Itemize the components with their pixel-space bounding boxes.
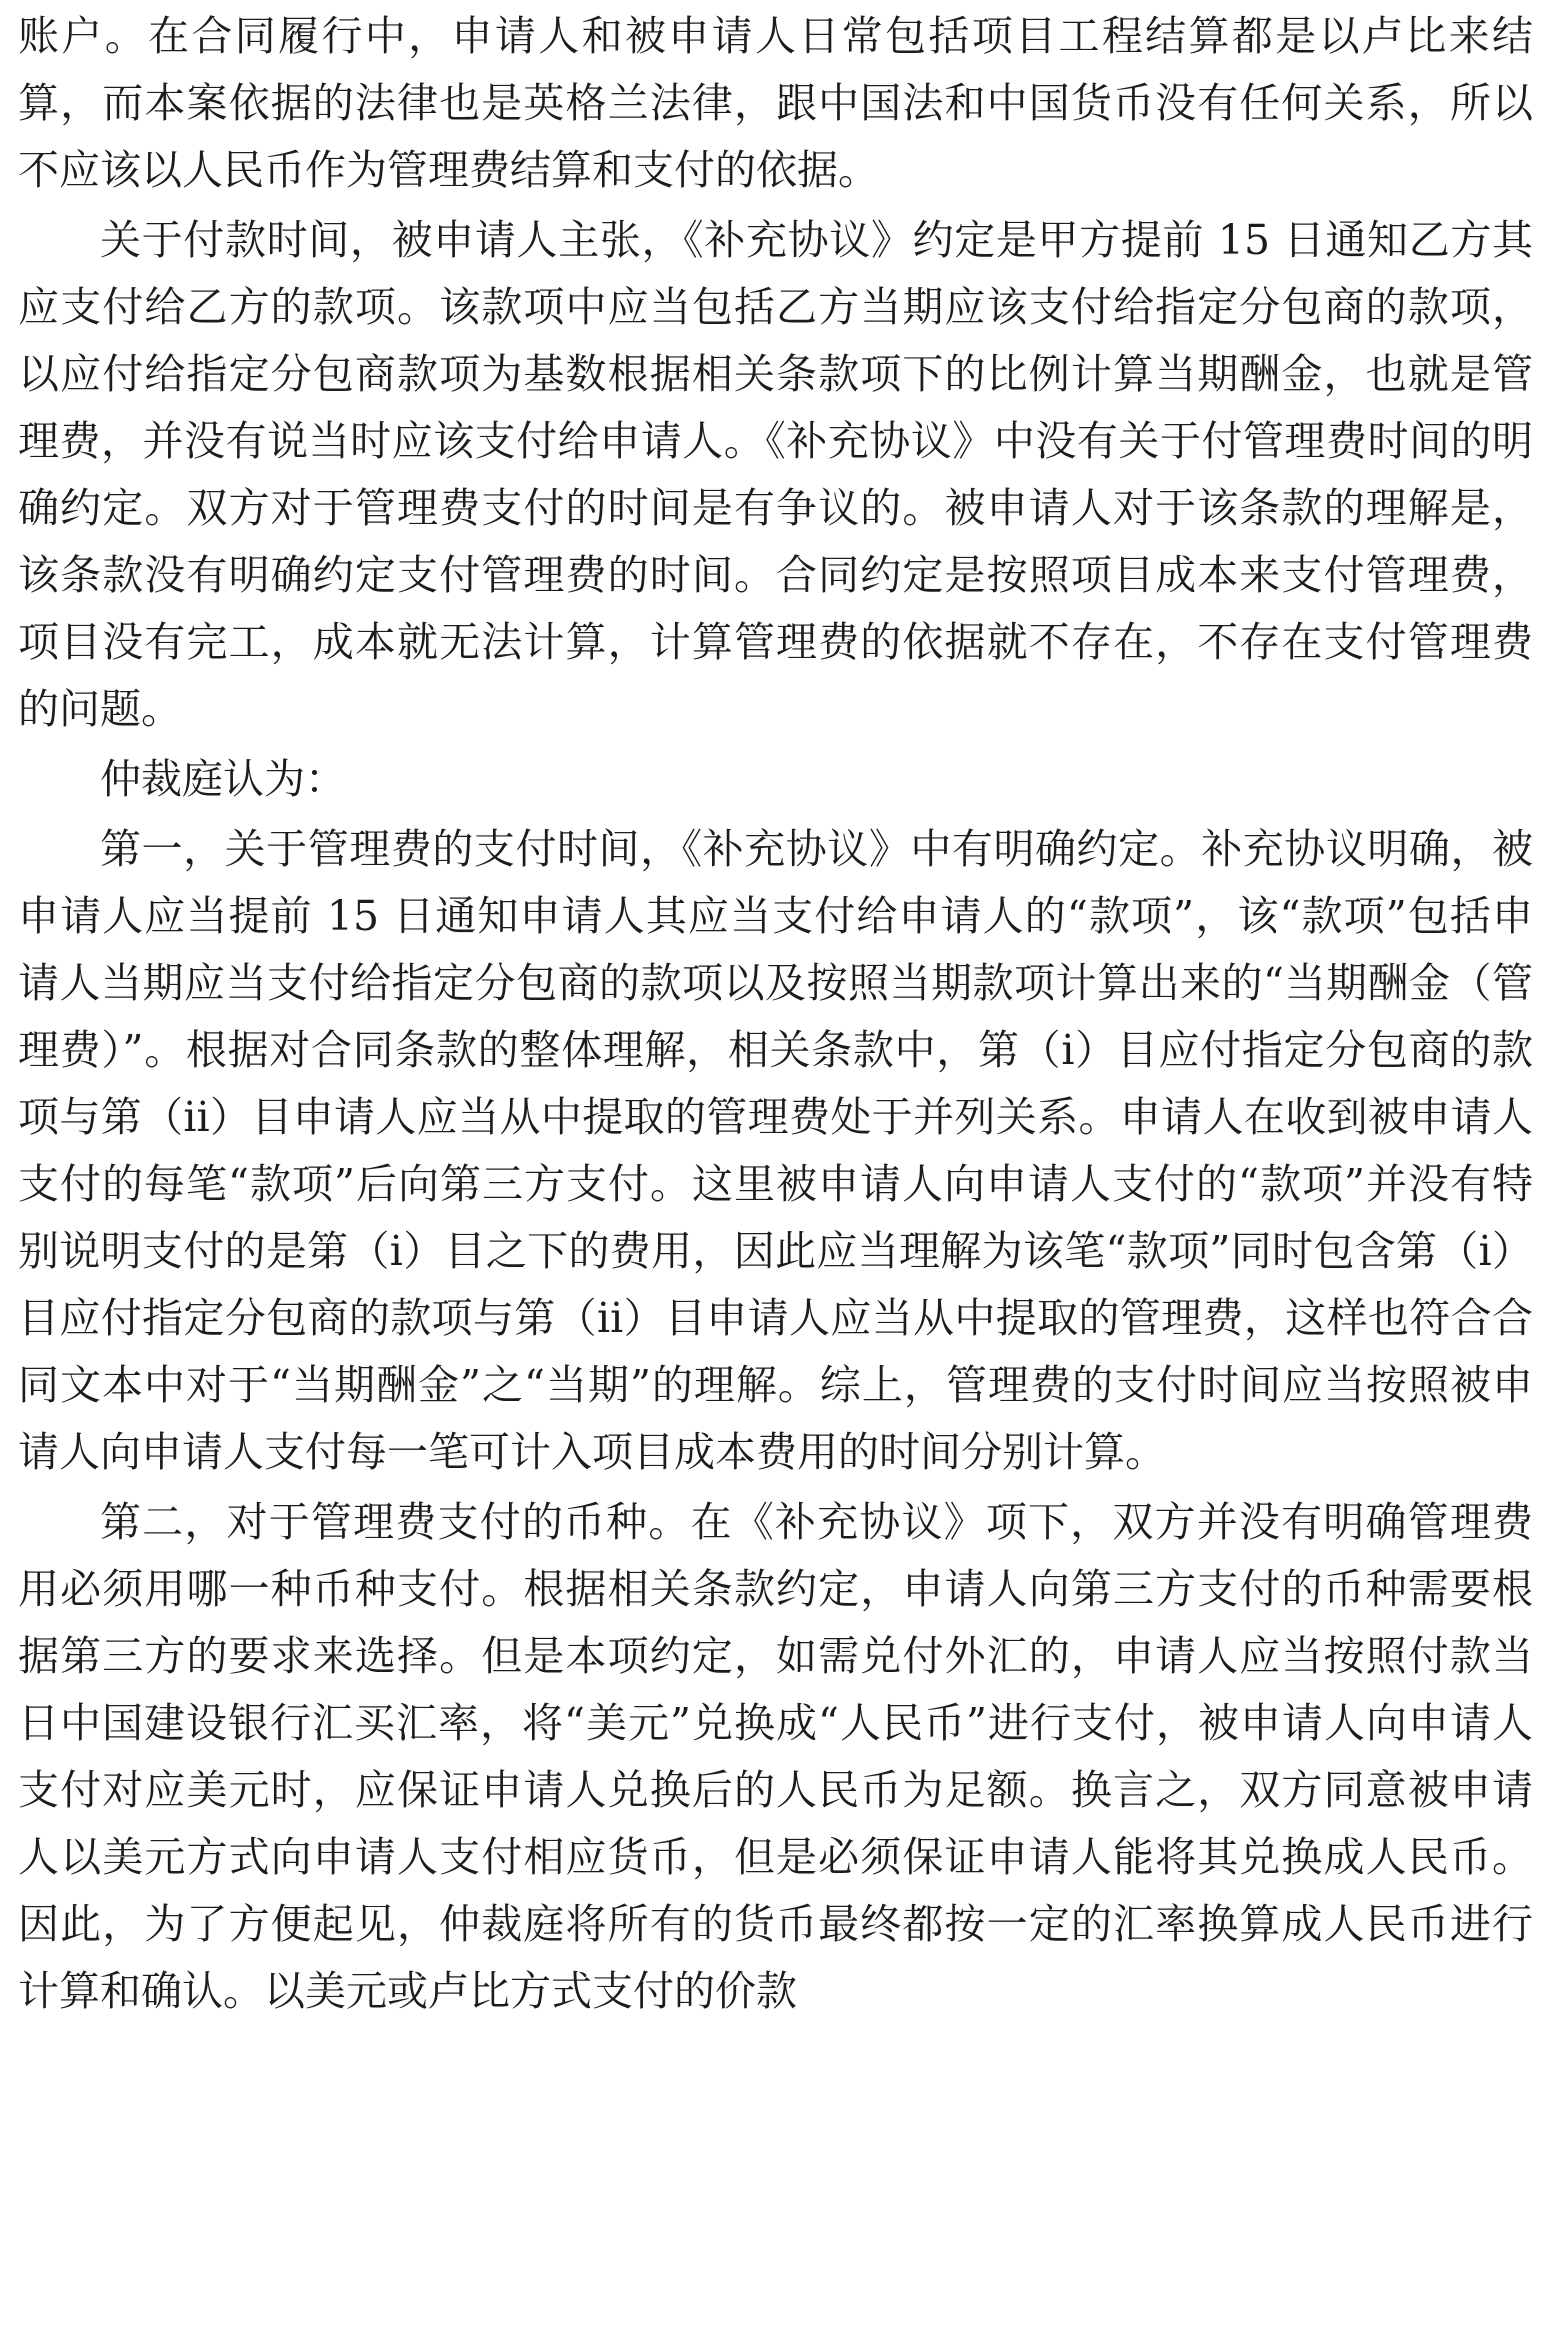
document-page: [18, 0, 1533, 2334]
paragraph-3: 仲裁庭认为：: [100, 755, 346, 803]
paragraph-1: 账户。在合同履行中，申请人和被申请人日常包括项目工程结算都是以卢比来结算，而本案依据的法律也是英格兰法律，跟中国法和中国货币没有任何关系，所以不应该以人民币作为管理费结算和支付的依据。: [18, 12, 1533, 194]
paragraph-2: 关于付款时间，被申请人主张，《补充协议》约定是甲方提前 15 日通知乙方其应支付给乙方的款项。该款项中应当包括乙方当期应该支付给指定分包商的款项，以应付给指定分包商款项为基数根据相关条款项下的比例计算当期酬金，也就是管理费，并没有说当时应该支付给申请人。《补充协议》中没有关于付管理费时间的明确约定。双方对于管理费支付的时间是有争议的。被申请人对于该条款的理解是，该条款没有明确约定支付管理费的时间。合同约定是按照项目成本来支付管理费，项目没有完工，成本就无法计算，计算管理费的依据就不存在，不存在支付管理费的问题。: [18, 216, 1533, 733]
paragraph-4: 第一，关于管理费的支付时间，《补充协议》中有明确约定。补充协议明确，被申请人应当提前 15 日通知申请人其应当支付给申请人的“款项”，该“款项”包括申请人当期应当支付给指定分包商的款项以及按照当期款项计算出来的“当期酬金（管理费）”。根据对合同条款的整体理解，相关条款中，第（i）目应付指定分包商的款项与第（ii）目申请人应当从中提取的管理费处于并列关系。申请人在收到被申请人支付的每笔“款项”后向第三方支付。这里被申请人向申请人支付的“款项”并没有特别说明支付的是第（i）目之下的费用，因此应当理解为该笔“款项”同时包含第（i）目应付指定分包商的款项与第（ii）目申请人应当从中提取的管理费，这样也符合合同文本中对于“当期酬金”之“当期”的理解。综上，管理费的支付时间应当按照被申请人向申请人支付每一笔可计入项目成本费用的时间分别计算。: [18, 825, 1533, 1476]
paragraph-5: 第二，对于管理费支付的币种。在《补充协议》项下，双方并没有明确管理费用必须用哪一种币种支付。根据相关条款约定，申请人向第三方支付的币种需要根据第三方的要求来选择。但是本项约定，如需兑付外汇的，申请人应当按照付款当日中国建设银行汇买汇率，将“美元”兑换成“人民币”进行支付，被申请人向申请人支付对应美元时，应保证申请人兑换后的人民币为足额。换言之，双方同意被申请人以美元方式向申请人支付相应货币，但是必须保证申请人能将其兑换成人民币。因此，为了方便起见，仲裁庭将所有的货币最终都按一定的汇率换算成人民币进行计算和确认。以美元或卢比方式支付的价款: [18, 1498, 1533, 2015]
